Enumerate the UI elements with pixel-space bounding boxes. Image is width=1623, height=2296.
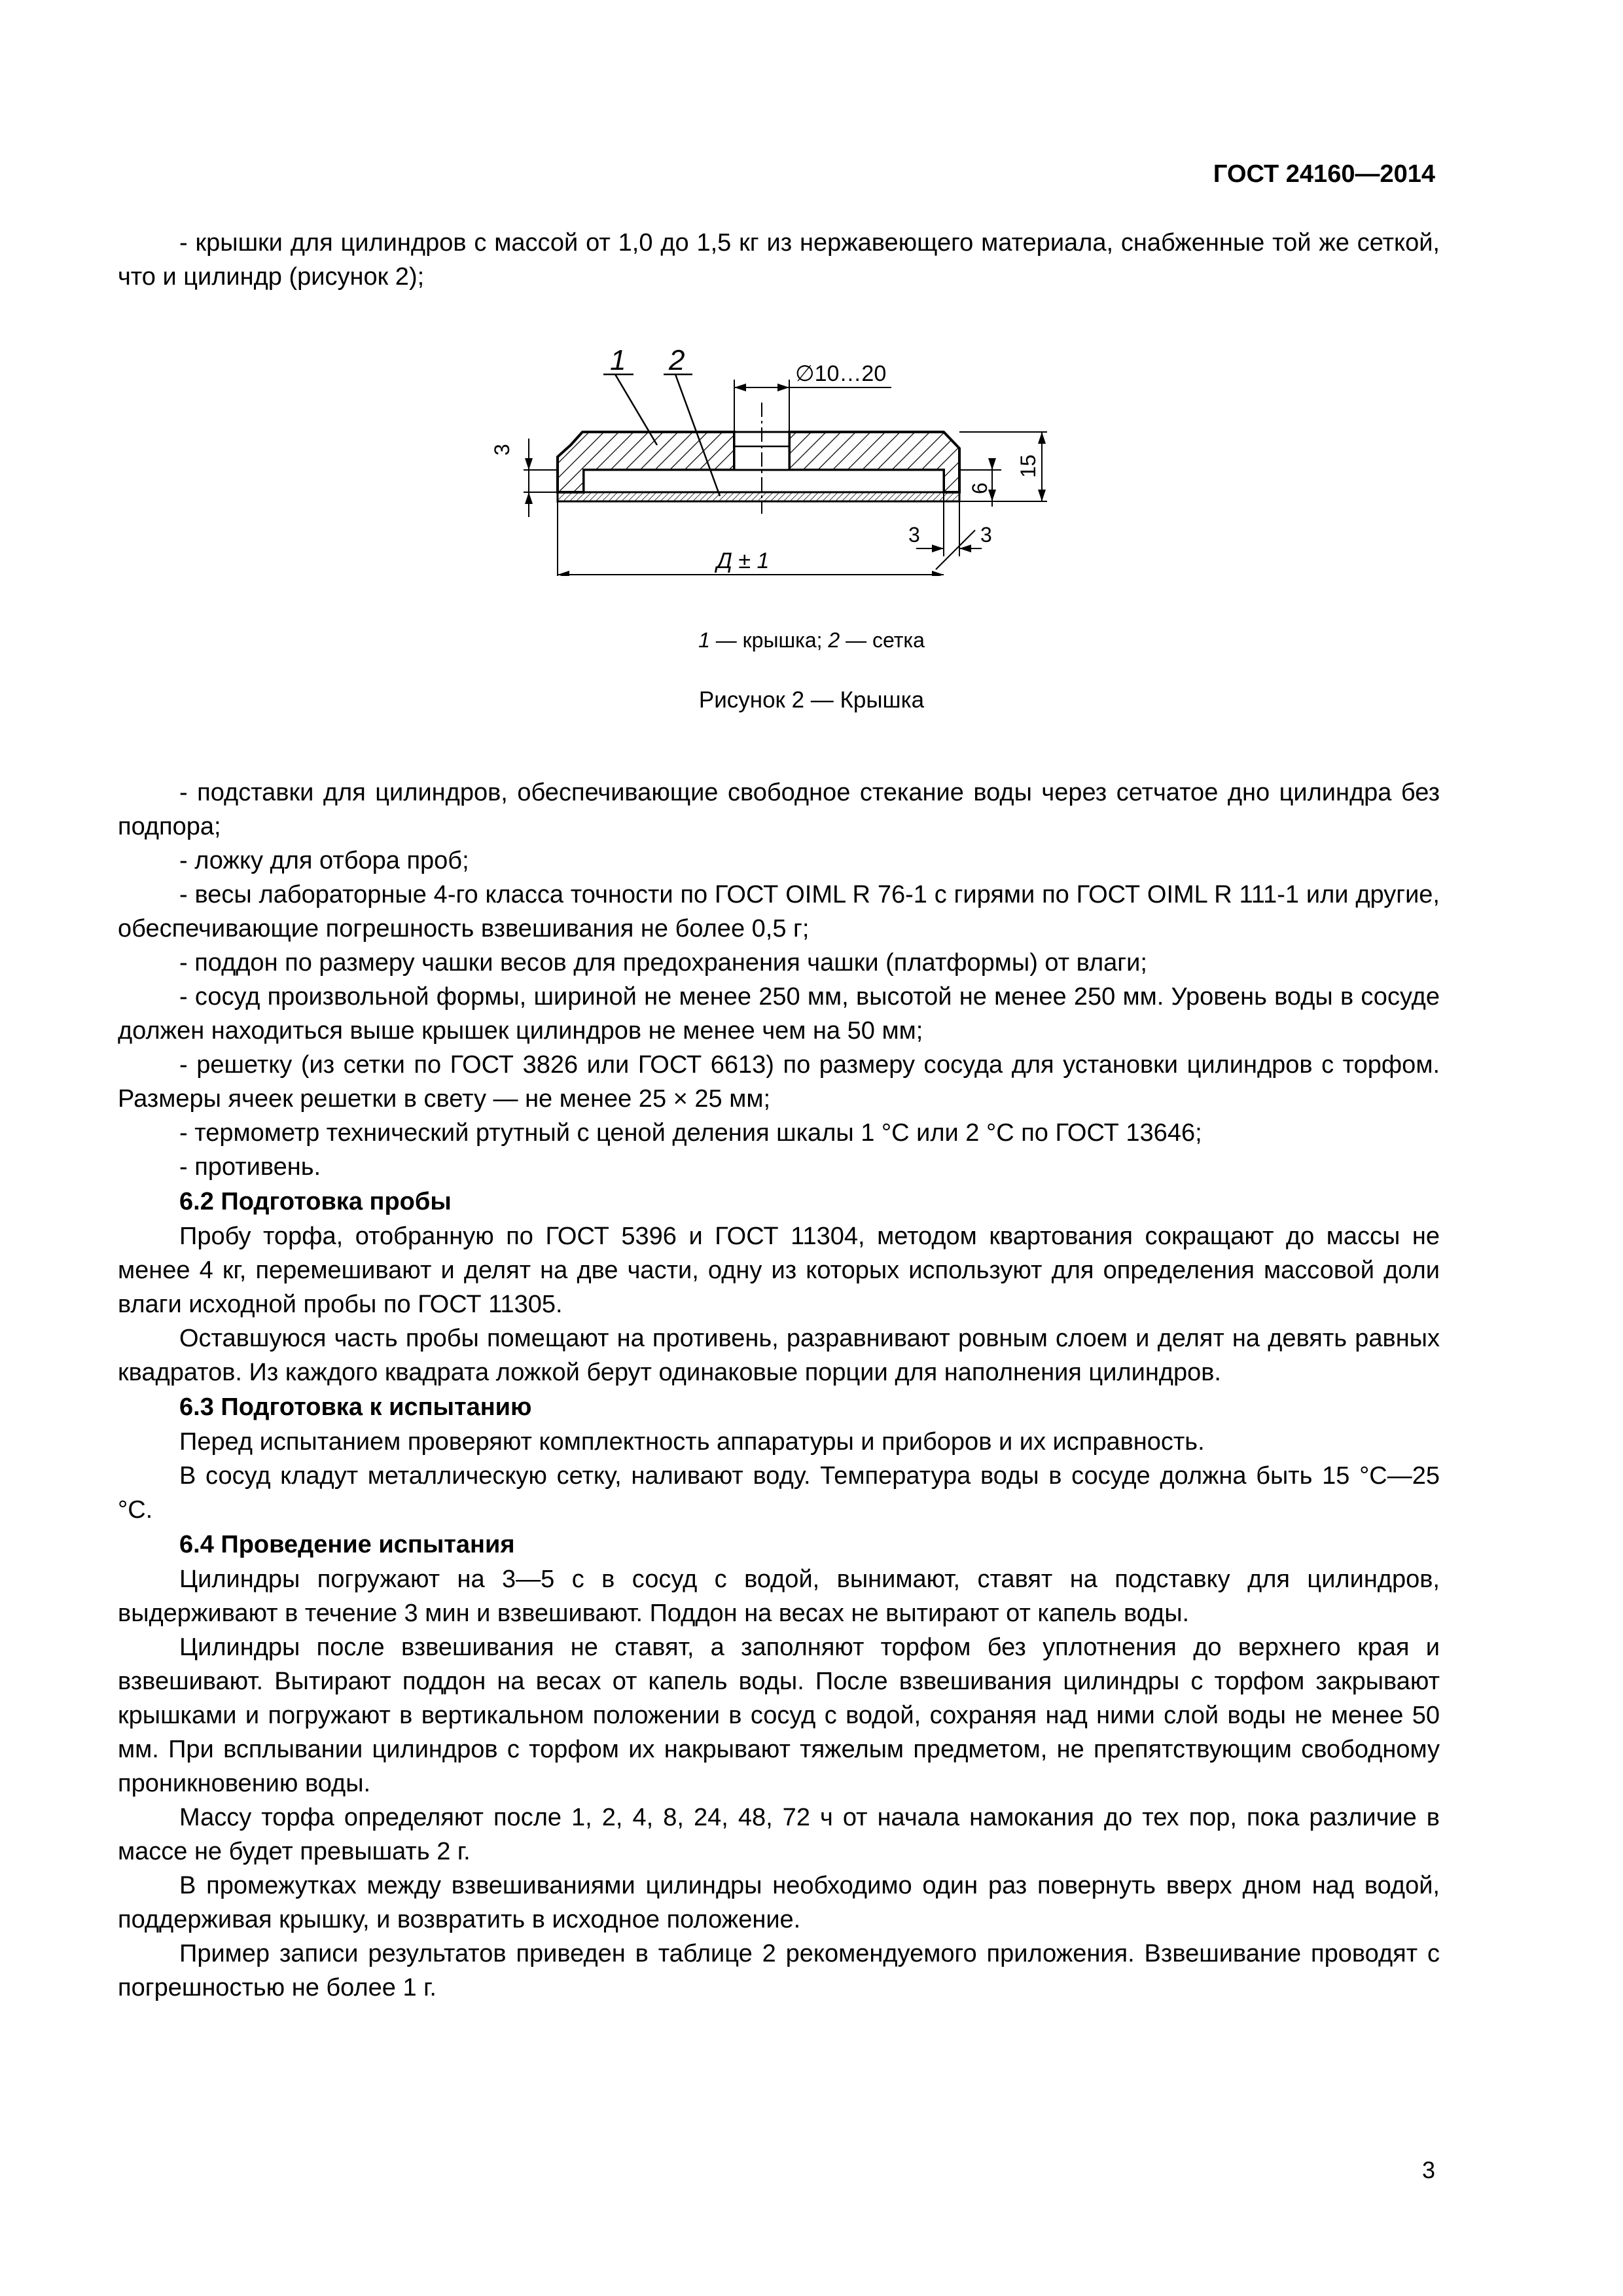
- label-1: 1: [610, 344, 626, 376]
- paragraph: Пробу торфа, отобранную по ГОСТ 5396 и ГОСТ 11304, методом квартования сокращают до массы не менее 4 кг, перемешивают и делят на две части, одну из которых используют для определения массовой доли влаги исходной пробы по ГОСТ 11305.: [118, 1223, 1440, 1318]
- dim-right-6: 6: [968, 482, 991, 494]
- intro-paragraph: - крышки для цилиндров с массой от 1,0 до 1,5 кг из нержавеющего материала, снабженные той же сеткой, что и цилиндр (рисунок 2);: [118, 229, 1440, 291]
- paragraph: Пример записи результатов приведен в таблице 2 рекомендуемого приложения. Взвешивание проводят с погрешностью не более 1 г.: [118, 1940, 1440, 2001]
- dim-right-15: 15: [1016, 454, 1040, 478]
- list-item: - подставки для цилиндров, обеспечивающие свободное стекание воды через сетчатое дно цилиндра без подпора;: [118, 779, 1440, 840]
- main-text-block: [118, 776, 1440, 2005]
- dim-left-3: 3: [490, 444, 514, 456]
- page-number: 3: [1421, 2157, 1435, 2183]
- list-item: - термометр технический ртутный с ценой деления шкалы 1 °C или 2 °C по ГОСТ 13646;: [179, 1119, 1202, 1147]
- label-2: 2: [669, 344, 685, 376]
- list-item: - весы лабораторные 4-го класса точности по ГОСТ OIML R 76-1 с гирями по ГОСТ OIML R 111-1 или другие, обеспечивающие погрешность взвешивания не более 0,5 г;: [118, 881, 1440, 942]
- mesh-strip: [558, 492, 959, 501]
- legend-text-1: — крышка;: [709, 628, 829, 652]
- paragraph: Цилиндры погружают на 3—5 с в сосуд с водой, вынимают, ставят на подставку для цилиндров, выдерживают в течение 3 мин и взвешивают. Поддон на весах не вытирают от капель воды.: [118, 1566, 1440, 1627]
- list-item: - решетку (из сетки по ГОСТ 3826 или ГОСТ 6613) по размеру сосуда для установки цилиндров с торфом. Размеры ячеек решетки в свету — не менее 25 × 25 мм;: [118, 1051, 1440, 1113]
- paragraph: В промежутках между взвешиваниями цилиндры необходимо один раз повернуть вверх дном над водой, поддерживая крышку, и возвратить в исходное положение.: [118, 1872, 1440, 1933]
- lid-drawing-figure: [458, 340, 1099, 576]
- legend-text-2: — сетка: [840, 628, 925, 652]
- list-item: - сосуд произвольной формы, шириной не менее 250 мм, высотой не менее 250 мм. Уровень воды в сосуде должен находиться выше крышек цилиндров не менее чем на 50 мм;: [118, 983, 1440, 1045]
- paragraph: Оставшуюся часть пробы помещают на противень, разравнивают ровным слоем и делят на девять равных квадратов. Из каждого квадрата ложкой берут одинаковые порции для наполнения цилиндров.: [118, 1325, 1440, 1386]
- section-heading-6-3: 6.3 Подготовка к испытанию: [179, 1393, 532, 1421]
- section-heading-6-2: 6.2 Подготовка пробы: [179, 1188, 452, 1215]
- dim-hole-diameter: ∅10…20: [795, 361, 887, 386]
- paragraph: Цилиндры после взвешивания не ставят, а заполняют торфом без уплотнения до верхнего края и взвешивают. Вытирают поддон на весах от капель воды. После взвешивания цилиндры с торфом закрывают крышками и погружают в вертикальном положении в сосуд с водой, сохраняя над ними слой воды не менее 50 мм. При всплывании цилиндров с торфом их накрывают тяжелым предметом, не препятствующим свободному проникновению воды.: [118, 1634, 1440, 1797]
- dim-diameter-d: Д ± 1: [717, 548, 770, 573]
- intro-block: [118, 226, 1440, 294]
- paragraph: Перед испытанием проверяют комплектность аппаратуры и приборов и их исправность.: [179, 1428, 1205, 1456]
- paragraph: Массу торфа определяют после 1, 2, 4, 8, 24, 48, 72 ч от начала намокания до тех пор, пока различие в массе не будет превышать 2 г.: [118, 1804, 1440, 1865]
- paragraph: В сосуд кладут металлическую сетку, наливают воду. Температура воды в сосуде должна быть 15 °C—25 °C.: [118, 1462, 1440, 1524]
- lid-inner-cavity: [584, 470, 944, 492]
- dim-bottom-3a: 3: [908, 523, 920, 547]
- list-item: - противень.: [179, 1153, 321, 1181]
- legend-num-2: 2: [828, 628, 840, 652]
- dim-bottom-3b: 3: [980, 523, 992, 547]
- document-code-header: ГОСТ 24160—2014: [1213, 160, 1435, 188]
- list-item: - ложку для отбора проб;: [179, 847, 469, 874]
- list-item: - поддон по размеру чашки весов для предохранения чашки (платформы) от влаги;: [179, 949, 1147, 977]
- figure-caption: Рисунок 2 — Крышка: [698, 687, 925, 713]
- legend-num-1: 1: [698, 628, 710, 652]
- section-heading-6-4: 6.4 Проведение испытания: [179, 1531, 515, 1558]
- figure-legend: [0, 628, 1623, 653]
